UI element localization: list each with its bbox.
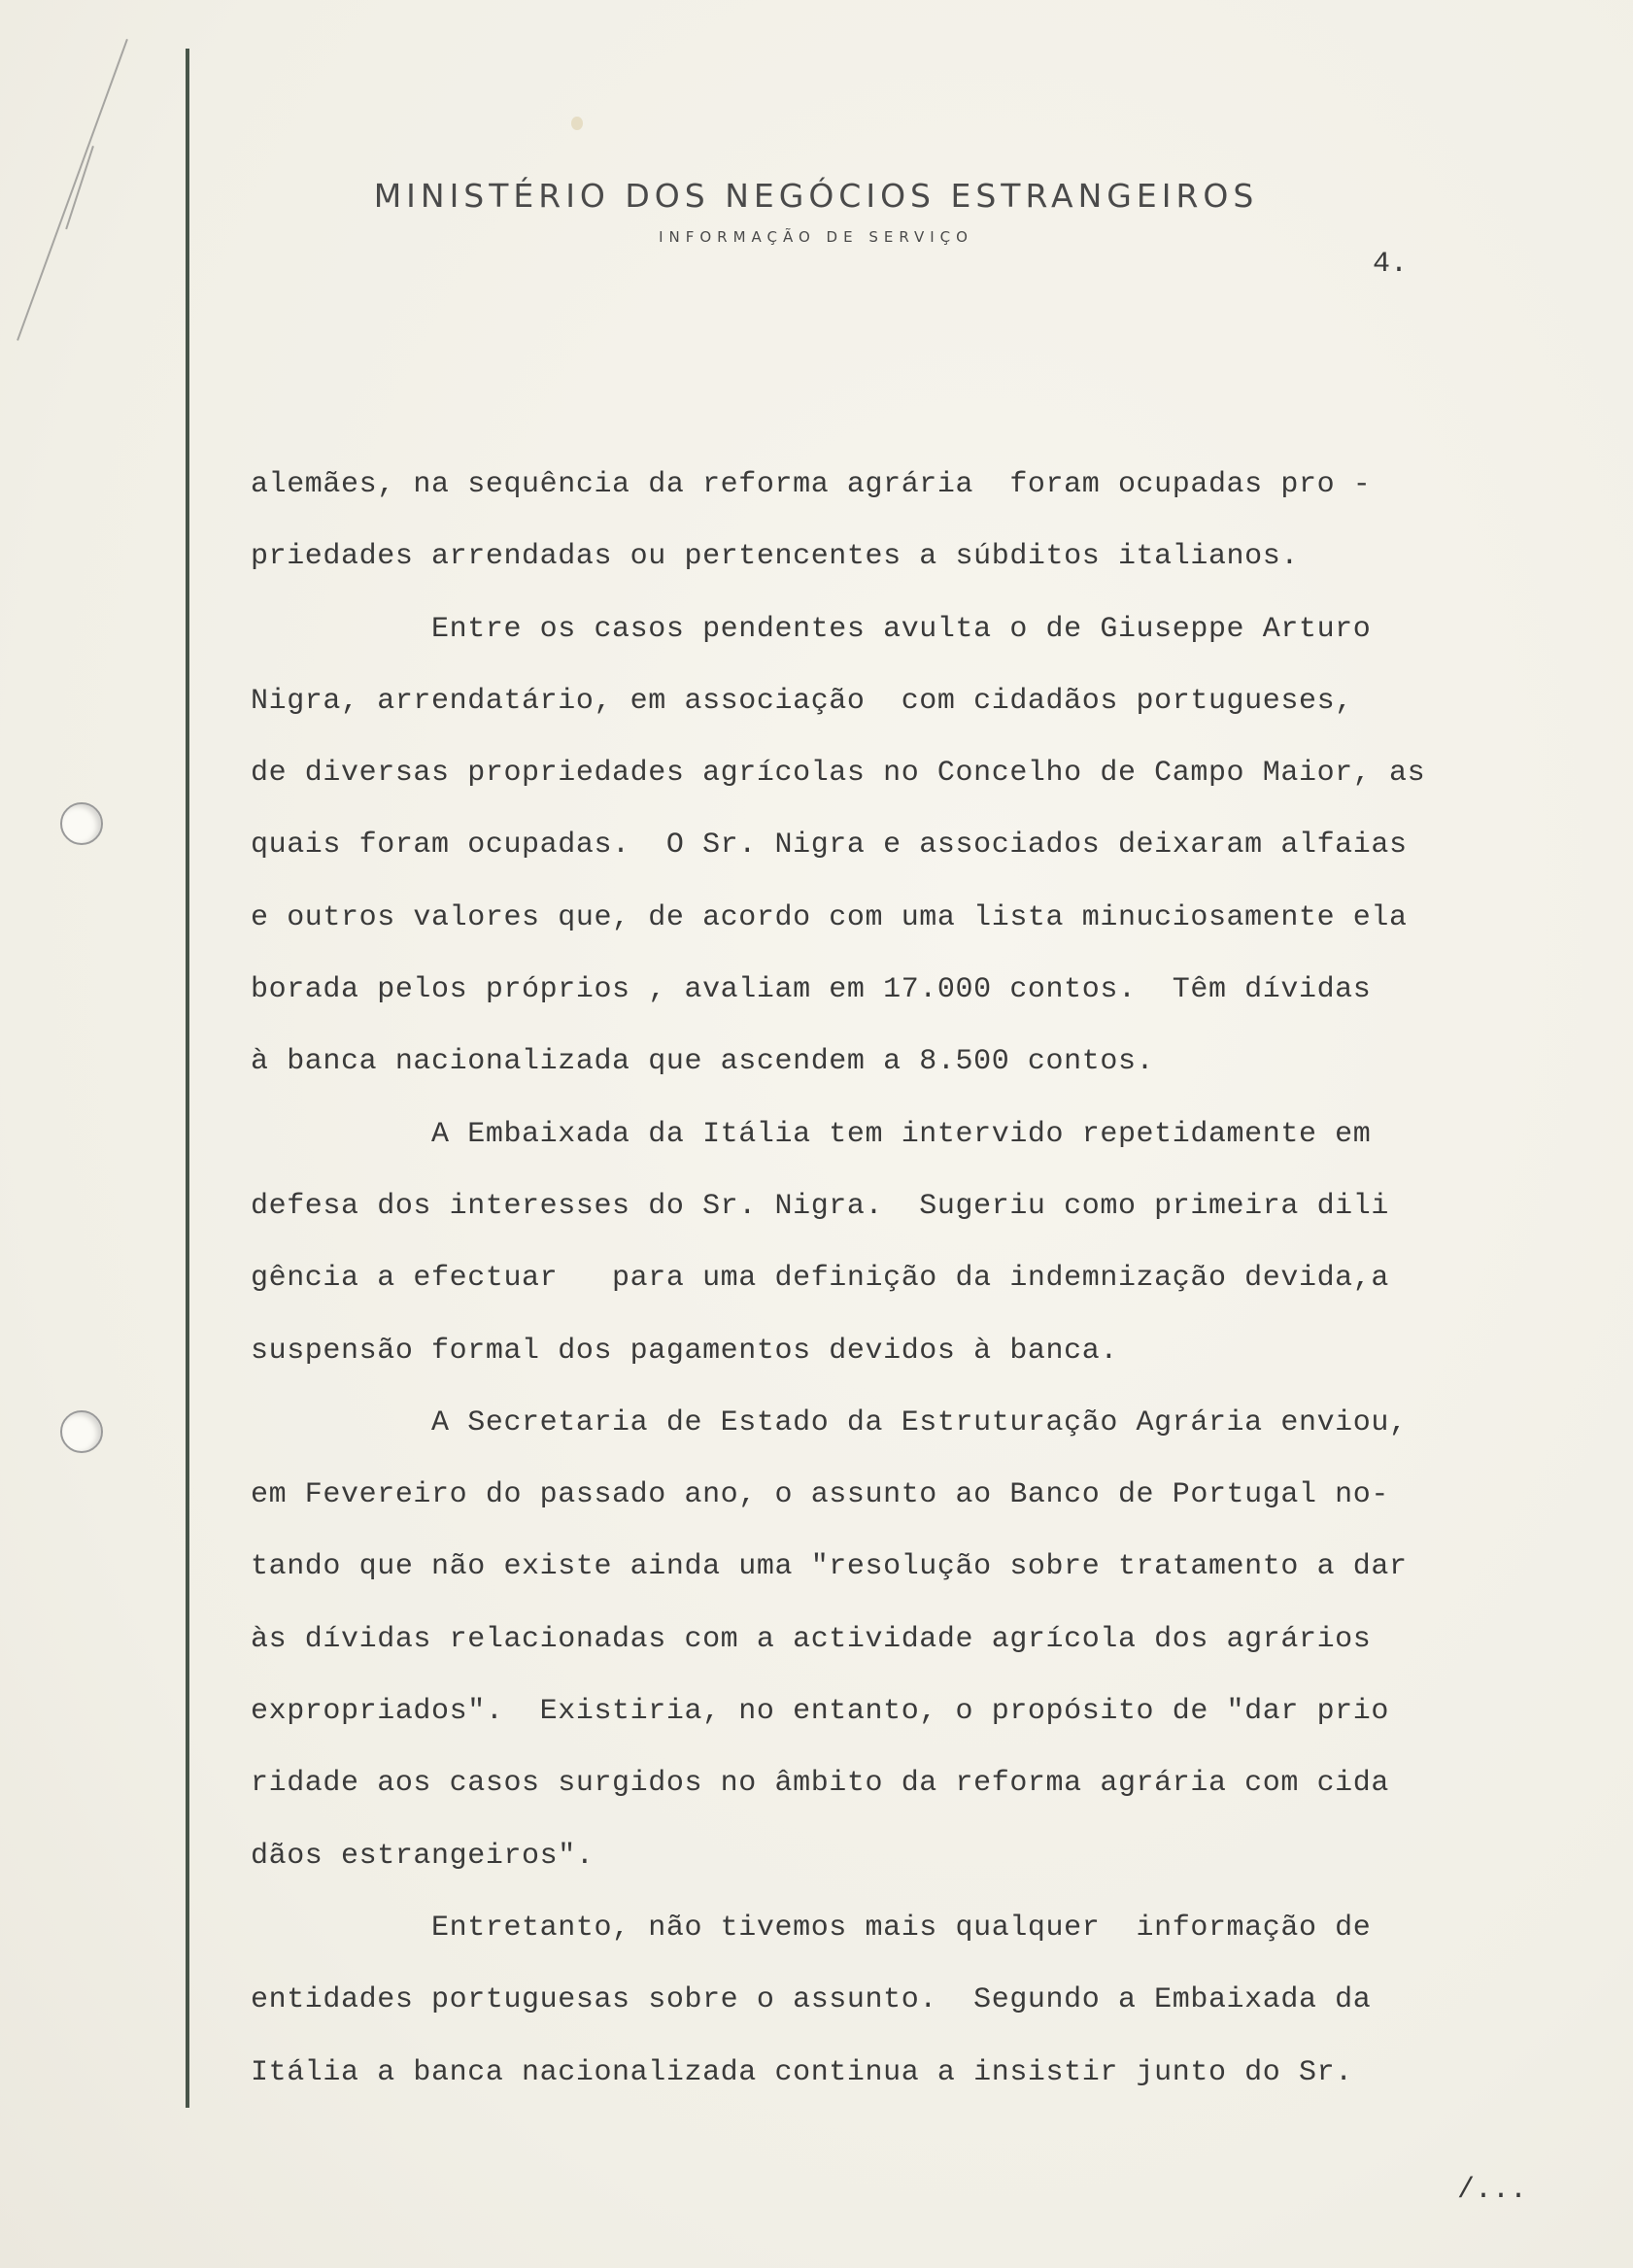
paragraph-2 <box>251 593 1572 1099</box>
text-line: Itália a banca nacionalizada continua a insistir junto do Sr. <box>251 2055 1353 2089</box>
text-line: borada pelos próprios , avaliam em 17.000 contos. Têm dívidas <box>251 973 1372 1007</box>
text-line: e outros valores que, de acordo com uma lista minuciosamente ela <box>251 900 1408 934</box>
text-line: ridade aos casos surgidos no âmbito da reforma agrária com cida <box>251 1767 1389 1801</box>
text-line: quais foram ocupadas. O Sr. Nigra e associados deixaram alfaias <box>251 829 1408 863</box>
text-line: Entre os casos pendentes avulta o de Giuseppe Arturo <box>251 612 1372 646</box>
text-line: entidades portuguesas sobre o assunto. Segundo a Embaixada da <box>251 1983 1372 2017</box>
text-line: priedades arrendadas ou pertencentes a súbditos italianos. <box>251 540 1299 574</box>
text-line: à banca nacionalizada que ascendem a 8.500 contos. <box>251 1045 1155 1079</box>
page-number: 4. <box>1373 248 1409 281</box>
text-line: Nigra, arrendatário, em associação com cidadãos portugueses, <box>251 684 1353 718</box>
text-line: suspensão formal dos pagamentos devidos à banca. <box>251 1334 1118 1368</box>
text-line: tando que não existe ainda uma "resolução sobre tratamento a dar <box>251 1550 1408 1584</box>
text-line: defesa dos interesses do Sr. Nigra. Sugeriu como primeira dili <box>251 1189 1389 1223</box>
text-line: Entretanto, não tivemos mais qualquer informação de <box>251 1911 1372 1945</box>
paragraph-3 <box>251 1099 1572 1387</box>
text-line: às dívidas relacionadas com a actividade agrícola dos agrários <box>251 1622 1372 1656</box>
text-line: de diversas propriedades agrícolas no Concelho de Campo Maior, as <box>251 757 1426 791</box>
text-line: dãos estrangeiros". <box>251 1839 595 1873</box>
document-body <box>251 449 1572 2109</box>
text-line: alemães, na sequência da reforma agrária foram ocupadas pro - <box>251 468 1372 501</box>
letterhead <box>189 177 1443 246</box>
text-line: A Secretaria de Estado da Estruturação Agrária enviou, <box>251 1405 1408 1439</box>
paragraph-4 <box>251 1387 1572 1892</box>
continuation-mark: /... <box>1457 2174 1528 2207</box>
margin-rule <box>186 49 189 2108</box>
letterhead-title: MINISTÉRIO DOS NEGÓCIOS ESTRANGEIROS <box>373 177 1259 215</box>
text-line: gência a efectuar para uma definição da indemnização devida,a <box>251 1262 1389 1296</box>
left-edge-pencil-mark <box>17 39 128 341</box>
text-line: A Embaixada da Itália tem intervido repetidamente em <box>251 1117 1372 1151</box>
letterhead-subtitle: INFORMAÇÃO DE SERVIÇO <box>659 228 973 246</box>
text-line: em Fevereiro do passado ano, o assunto ao Banco de Portugal no- <box>251 1478 1389 1512</box>
paragraph-1 <box>251 449 1572 593</box>
punch-hole-top <box>60 802 103 845</box>
left-edge-pencil-mark <box>65 146 94 229</box>
text-line: expropriados". Existiria, no entanto, o propósito de "dar prio <box>251 1695 1389 1729</box>
punch-hole-bottom <box>60 1410 103 1453</box>
paper-spot <box>571 117 583 130</box>
paragraph-5 <box>251 1892 1572 2109</box>
